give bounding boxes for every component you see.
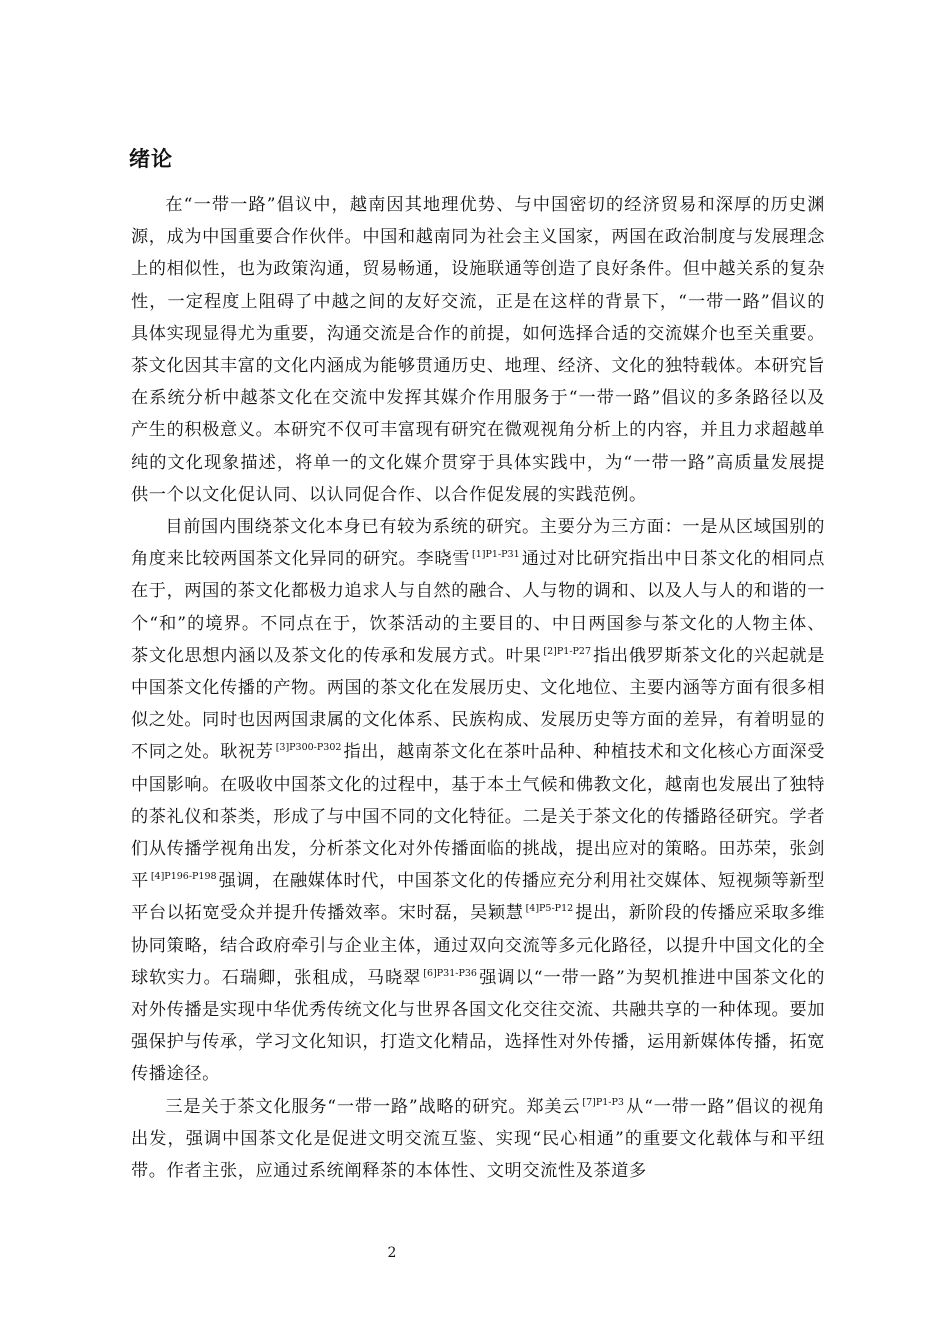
paragraph-text: 强调以“一带一路”为契机推进中国茶文化的对外传播是实现中华优秀传统文化与世界各国文化交往交流、共融共享的一种体现。要加强保护与传承，学习文化知识，打造文化精品，选择性对外传播，运用新媒体传播，拓宽传播途径。 [131, 967, 825, 1085]
paragraph-text: 通过对比研究指出中日茶文化的相同点在于，两国的茶文化都极力追求人与自然的融合、人与物的调和、以及人与人的和谐的一个“和”的境界。不同点在于，饮茶活动的主要目的、中日两国参与茶文化的人物主体、茶文化思想内涵以及茶文化的传承和发展方式。叶果 [131, 549, 825, 666]
paragraph-text: 在“一带一路”倡议中，越南因其地理优势、与中国密切的经济贸易和深厚的历史渊源，成为中国重要合作伙伴。中国和越南同为社会主义国家，两国在政治制度与发展理念上的相似性，也为政策沟通，贸易畅通，设施联通等创造了良好条件。但中越关系的复杂性，一定程度上阻碍了中越之间的友好交流，正是在这样的背景下，“一带一路”倡议的具体实现显得尤为重要，沟通交流是合作的前提，如何选择合适的交流媒介也至关重要。茶文化因其丰富的文化内涵成为能够贯通历史、地理、经济、文化的独特载体。本研究旨在系统分析中越茶文化在交流中发挥其媒介作用服务于“一带一路”倡议的多条路径以及产生的积极意义。本研究不仅可丰富现有研究在微观视角分析上的内容，并且力求超越单纯的文化现象描述，将单一的文化媒介贯穿于具体实践中，为“一带一路”高质量发展提供一个以文化促认同、以认同促合作、以合作促发展的实践范例。 [131, 195, 825, 505]
citation-superscript: [4]P196-P198 [150, 871, 217, 883]
citation-superscript: [2]P1-P27 [543, 645, 592, 657]
paragraph-text: 指出，越南茶文化在茶叶品种、种植技术和文化核心方面深受中国影响。在吸收中国茶文化的过程中，基于本土气候和佛教文化，越南也发展出了独特的茶礼仪和茶类，形成了与中国不同的文化特征。二是关于茶文化的传播路径研究。学者们从传播学视角出发，分析茶文化对外传播面临的挑战，提出应对的策略。田苏荣，张剑平 [131, 742, 826, 892]
paragraph [131, 189, 825, 511]
citation-superscript: [3]P300-P302 [275, 742, 342, 754]
citation-superscript: [7]P1-P3 [582, 1096, 624, 1108]
section-heading: 绪论 [129, 147, 173, 171]
paragraph [131, 511, 825, 1091]
citation-superscript: [4]P5-P12 [525, 903, 574, 915]
paragraph-text: 强调，在融媒体时代，中国茶文化的传播应充分利用社交媒体、短视频等新型平台以拓宽受众并提升传播效率。宋时磊，吴颖慧 [131, 871, 825, 924]
citation-superscript: [1]P1-P31 [472, 549, 520, 561]
paragraph-text: 三是关于茶文化服务“一带一路”战略的研究。郑美云 [165, 1096, 581, 1117]
paragraph-text: 指出俄罗斯茶文化的兴起就是中国茶文化传播的产物。两国的茶文化在发展历史、文化地位、主要内涵等方面有很多相似之处。同时也因两国隶属的文化体系、民族构成、发展历史等方面的差异，有着明显的不同之处。耿祝芳 [131, 645, 825, 763]
paragraph-text: 目前国内围绕茶文化本身已有较为系统的研究。主要分为三方面：一是从区域国别的角度来比较两国茶文化异同的研究。李晓雪 [131, 517, 825, 570]
citation-superscript: [6]P31-P36 [423, 967, 477, 979]
paragraph-text: 提出，新阶段的传播应采取多维协同策略，结合政府牵引与企业主体，通过双向交流等多元化路径，以提升中国文化的全球软实力。石瑞卿，张租成，马晓翠 [131, 903, 825, 988]
document-body [131, 189, 825, 1187]
page-number: 2 [387, 1245, 397, 1261]
paragraph [131, 1091, 825, 1188]
paragraph-text: 从“一带一路”倡议的视角出发，强调中国茶文化是促进文明交流互鉴、实现“民心相通”的重要文化载体与和平纽带。作者主张，应通过系统阐释茶的本体性、文明交流性及茶道多 [131, 1096, 825, 1182]
